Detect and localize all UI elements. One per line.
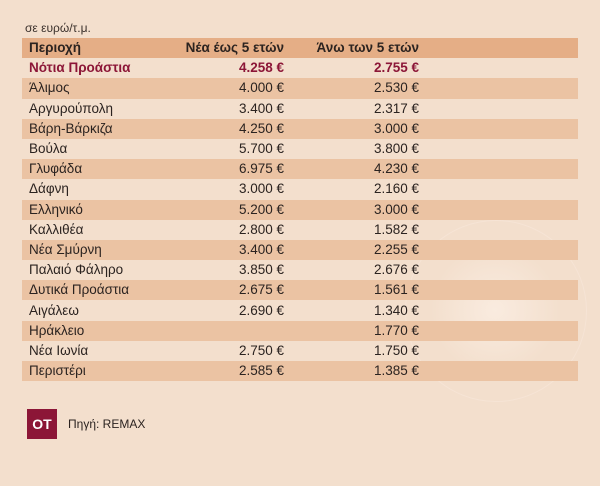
cell-new: 3.400 € bbox=[179, 240, 284, 260]
cell-spacer bbox=[419, 139, 578, 159]
cell-spacer bbox=[419, 78, 578, 98]
header-area: Περιοχή bbox=[22, 38, 179, 58]
cell-old: 1.561 € bbox=[284, 280, 419, 300]
cell-area: Παλαιό Φάληρο bbox=[29, 262, 124, 278]
cell-old: 2.755 € bbox=[373, 60, 419, 76]
cell-spacer bbox=[419, 179, 578, 199]
price-table bbox=[22, 38, 578, 381]
table-header-row bbox=[22, 38, 578, 58]
cell-spacer bbox=[419, 260, 578, 280]
cell-old: 3.800 € bbox=[373, 141, 419, 157]
table-row bbox=[22, 179, 578, 199]
cell-area: Νέα Ιωνία bbox=[29, 342, 89, 358]
table-row bbox=[22, 99, 578, 119]
cell-old: 3.000 € bbox=[284, 200, 419, 220]
cell-area: Ηράκλειο bbox=[22, 321, 179, 341]
table-row bbox=[22, 260, 578, 280]
cell-spacer bbox=[419, 220, 578, 240]
cell-area: Ελληνικό bbox=[22, 200, 179, 220]
cell-old: 1.340 € bbox=[373, 302, 419, 318]
cell-new: 4.250 € bbox=[179, 119, 284, 139]
cell-area: Περιστέρι bbox=[22, 361, 179, 381]
cell-old: 2.317 € bbox=[373, 100, 419, 116]
table-row bbox=[22, 139, 578, 159]
table-row bbox=[22, 300, 578, 320]
cell-old: 1.770 € bbox=[284, 321, 419, 341]
table-row bbox=[22, 220, 578, 240]
cell-old: 1.750 € bbox=[373, 342, 419, 358]
cell-area: Νότια Προάστια bbox=[29, 60, 131, 76]
cell-spacer bbox=[419, 300, 578, 320]
cell-spacer bbox=[419, 280, 578, 300]
cell-new bbox=[179, 321, 284, 341]
table-row bbox=[22, 341, 578, 361]
table-row bbox=[22, 200, 578, 220]
cell-new: 5.200 € bbox=[179, 200, 284, 220]
table-row bbox=[22, 58, 578, 78]
header-spacer bbox=[419, 38, 578, 58]
cell-old: 2.255 € bbox=[284, 240, 419, 260]
cell-new: 2.750 € bbox=[238, 342, 284, 358]
cell-area: Αργυρούπολη bbox=[29, 100, 114, 116]
cell-old: 2.676 € bbox=[373, 262, 419, 278]
cell-new: 5.700 € bbox=[238, 141, 284, 157]
cell-new: 2.585 € bbox=[179, 361, 284, 381]
cell-old: 1.582 € bbox=[373, 221, 419, 237]
table-row bbox=[22, 78, 578, 98]
cell-spacer bbox=[419, 200, 578, 220]
cell-new: 6.975 € bbox=[179, 159, 284, 179]
unit-note: σε ευρώ/τ.μ. bbox=[25, 21, 91, 35]
cell-area: Βάρη-Βάρκιζα bbox=[22, 119, 179, 139]
cell-area: Γλυφάδα bbox=[22, 159, 179, 179]
cell-spacer bbox=[419, 159, 578, 179]
cell-area: Δυτικά Προάστια bbox=[22, 280, 179, 300]
cell-area: Βούλα bbox=[29, 141, 68, 157]
cell-spacer bbox=[419, 341, 578, 361]
cell-spacer bbox=[419, 321, 578, 341]
cell-spacer bbox=[419, 58, 578, 78]
cell-old: 1.385 € bbox=[284, 361, 419, 381]
cell-old: 2.530 € bbox=[284, 78, 419, 98]
cell-new: 3.400 € bbox=[238, 100, 284, 116]
cell-old: 4.230 € bbox=[284, 159, 419, 179]
table-row bbox=[22, 361, 578, 381]
header-new: Νέα έως 5 ετών bbox=[179, 38, 284, 58]
cell-old: 3.000 € bbox=[284, 119, 419, 139]
cell-old: 2.160 € bbox=[373, 181, 419, 197]
cell-new: 2.800 € bbox=[238, 221, 284, 237]
cell-spacer bbox=[419, 119, 578, 139]
table-row bbox=[22, 280, 578, 300]
table-row bbox=[22, 321, 578, 341]
cell-area: Αιγάλεω bbox=[29, 302, 79, 318]
table-row bbox=[22, 119, 578, 139]
cell-spacer bbox=[419, 361, 578, 381]
cell-area: Νέα Σμύρνη bbox=[22, 240, 179, 260]
cell-new: 4.000 € bbox=[179, 78, 284, 98]
cell-new: 4.258 € bbox=[238, 60, 284, 76]
cell-spacer bbox=[419, 99, 578, 119]
cell-new: 3.850 € bbox=[238, 262, 284, 278]
cell-area: Άλιμος bbox=[22, 78, 179, 98]
cell-new: 2.690 € bbox=[238, 302, 284, 318]
table-row bbox=[22, 159, 578, 179]
ot-logo: OT bbox=[27, 409, 57, 439]
source-note: Πηγή: REMAX bbox=[68, 417, 146, 431]
table-row bbox=[22, 240, 578, 260]
cell-area: Δάφνη bbox=[29, 181, 69, 197]
cell-spacer bbox=[419, 240, 578, 260]
cell-new: 3.000 € bbox=[238, 181, 284, 197]
header-old: Άνω των 5 ετών bbox=[284, 38, 419, 58]
cell-new: 2.675 € bbox=[179, 280, 284, 300]
cell-area: Καλλιθέα bbox=[29, 221, 84, 237]
footer bbox=[27, 409, 145, 439]
